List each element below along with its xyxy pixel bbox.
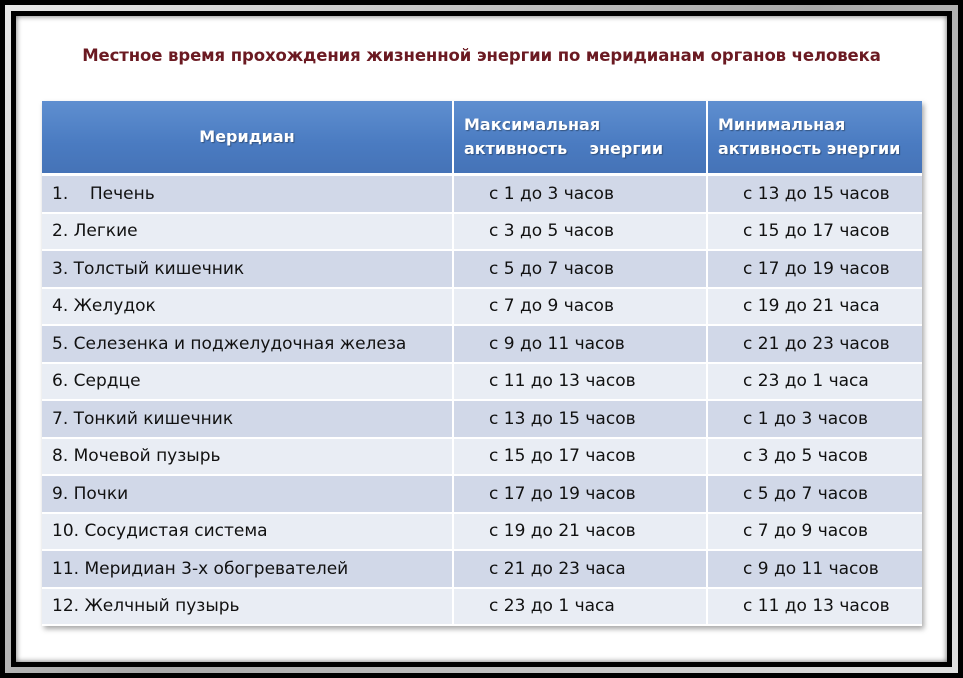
meridian-cell: 3. Толстый кишечник: [42, 250, 453, 288]
table-row: [42, 513, 922, 551]
meridian-cell: 10. Сосудистая система: [42, 513, 453, 551]
max-activity-cell: с 11 до 13 часов: [453, 363, 707, 401]
table-row: [42, 213, 922, 251]
max-activity-cell: с 21 до 23 часа: [453, 550, 707, 588]
min-activity-cell: с 9 до 11 часов: [707, 550, 922, 588]
max-activity-cell: с 9 до 11 часов: [453, 325, 707, 363]
table-row: [42, 400, 922, 438]
header-max-line1: Максимальная: [464, 115, 601, 134]
header-max-line2: активность энергии: [464, 139, 664, 158]
table-row: [42, 325, 922, 363]
min-activity-cell: с 11 до 13 часов: [707, 588, 922, 626]
meridian-cell: 5. Селезенка и поджелудочная железа: [42, 325, 453, 363]
min-activity-cell: с 15 до 17 часов: [707, 213, 922, 251]
meridian-cell: 11. Меридиан 3-х обогревателей: [42, 550, 453, 588]
max-activity-cell: с 5 до 7 часов: [453, 250, 707, 288]
meridian-cell: 9. Почки: [42, 475, 453, 513]
header-min-activity: [707, 101, 922, 175]
max-activity-cell: с 13 до 15 часов: [453, 400, 707, 438]
min-activity-cell: с 19 до 21 часа: [707, 288, 922, 326]
table-row: [42, 550, 922, 588]
min-activity-cell: с 21 до 23 часов: [707, 325, 922, 363]
meridian-table: [42, 101, 922, 626]
header-min-line1: Минимальная: [718, 115, 846, 134]
table-row: [42, 250, 922, 288]
max-activity-cell: с 23 до 1 часа: [453, 588, 707, 626]
table-row: [42, 588, 922, 626]
header-meridian: [42, 101, 453, 175]
table-row: [42, 175, 922, 213]
meridian-cell: 12. Желчный пузырь: [42, 588, 453, 626]
meridian-cell: 8. Мочевой пузырь: [42, 438, 453, 476]
max-activity-cell: с 19 до 21 часов: [453, 513, 707, 551]
header-meridian-label: Меридиан: [199, 127, 295, 146]
max-activity-cell: с 7 до 9 часов: [453, 288, 707, 326]
meridian-cell: 4. Желудок: [42, 288, 453, 326]
meridian-cell: 1. Печень: [42, 175, 453, 213]
header-max-activity: [453, 101, 707, 175]
header-min-line2: активность энергии: [718, 139, 901, 158]
meridian-cell: 6. Сердце: [42, 363, 453, 401]
min-activity-cell: с 5 до 7 часов: [707, 475, 922, 513]
table-header-row: [42, 101, 922, 175]
min-activity-cell: с 7 до 9 часов: [707, 513, 922, 551]
table-row: [42, 288, 922, 326]
max-activity-cell: с 1 до 3 часов: [453, 175, 707, 213]
table-row: [42, 363, 922, 401]
table-row: [42, 475, 922, 513]
min-activity-cell: с 23 до 1 часа: [707, 363, 922, 401]
table-body: [42, 175, 922, 626]
meridian-cell: 7. Тонкий кишечник: [42, 400, 453, 438]
min-activity-cell: с 3 до 5 часов: [707, 438, 922, 476]
min-activity-cell: с 17 до 19 часов: [707, 250, 922, 288]
meridian-cell: 2. Легкие: [42, 213, 453, 251]
min-activity-cell: с 13 до 15 часов: [707, 175, 922, 213]
max-activity-cell: с 15 до 17 часов: [453, 438, 707, 476]
max-activity-cell: с 3 до 5 часов: [453, 213, 707, 251]
page-title: Местное время прохождения жизненной энергии по меридианам органов человека: [82, 46, 881, 65]
max-activity-cell: с 17 до 19 часов: [453, 475, 707, 513]
table-row: [42, 438, 922, 476]
min-activity-cell: с 1 до 3 часов: [707, 400, 922, 438]
